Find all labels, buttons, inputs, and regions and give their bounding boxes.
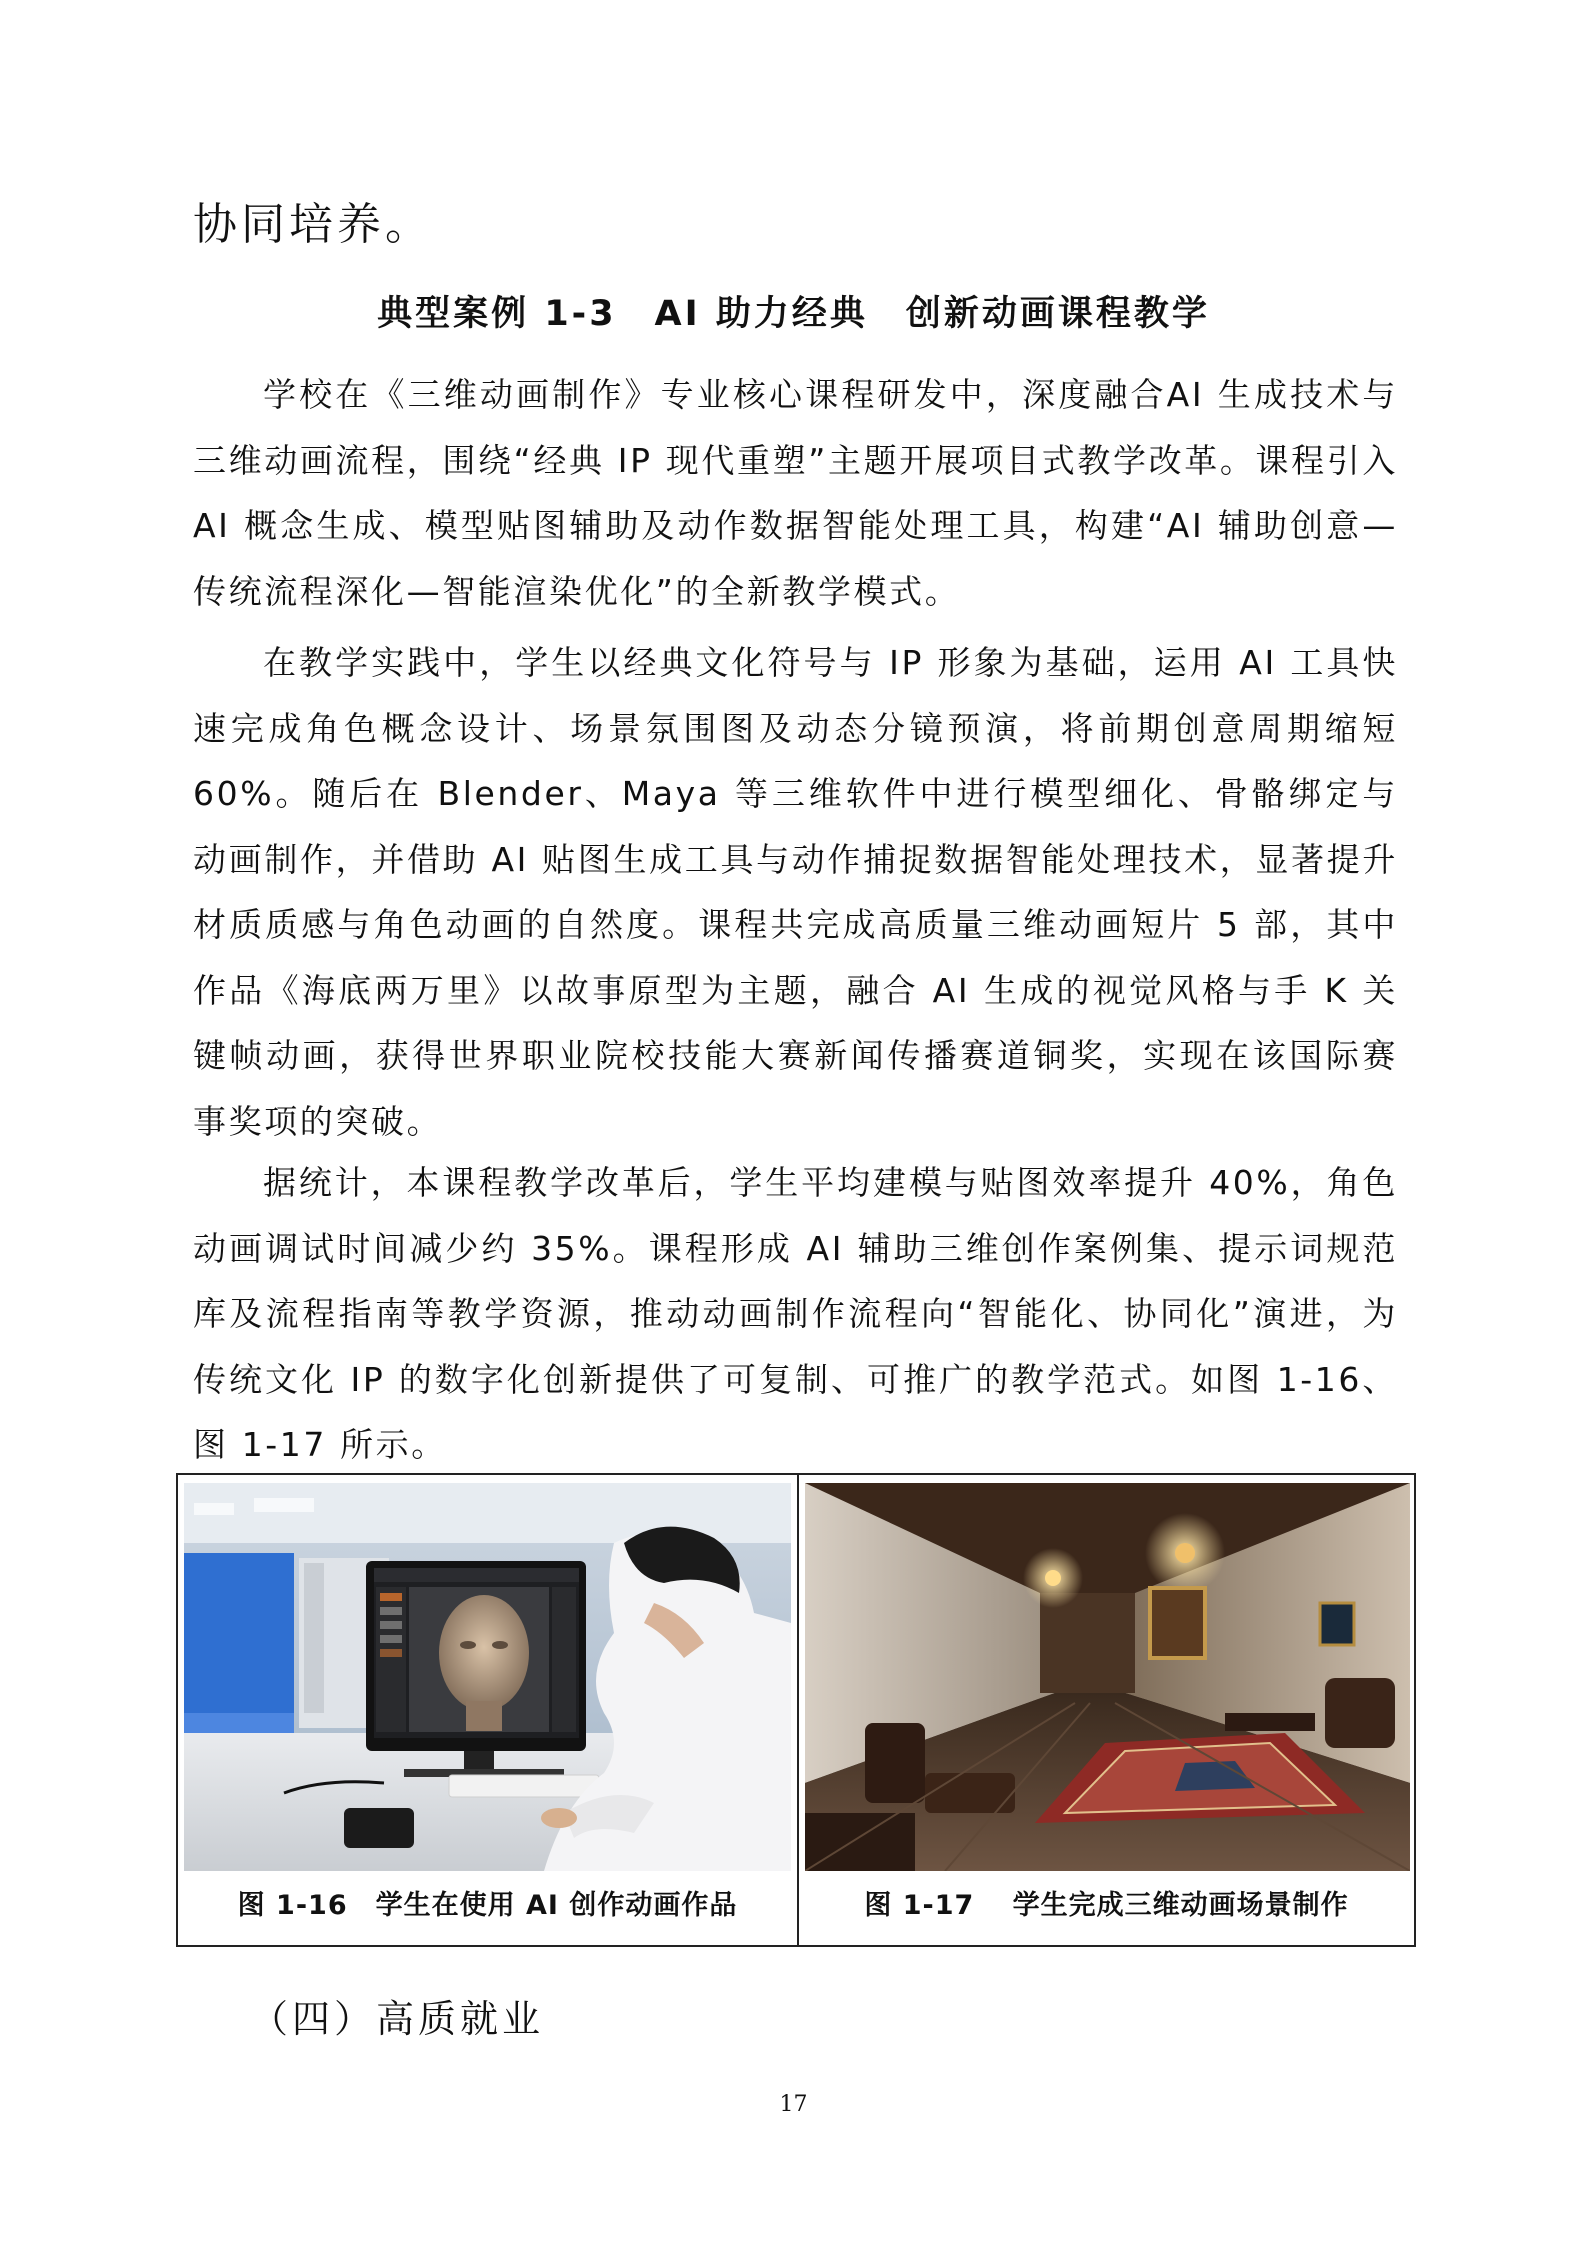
figure-caption-1-16: 图 1-16 学生在使用 AI 创作动画作品	[237, 1890, 738, 1921]
figure-caption-1-17: 图 1-17 学生完成三维动画场景制作	[864, 1890, 1349, 1921]
figure-table	[176, 1473, 1416, 1947]
case-title: 典型案例 1-3 AI 助力经典 创新动画课程教学	[377, 294, 1210, 334]
body-paragraph-3: 据统计，本课程教学改革后，学生平均建模与贴图效率提升 40%，角色动画调试时间减少约 35%。课程形成 AI 辅助三维创作案例集、提示词规范库及流程指南等教学资源，推动动画制作流程向“智能化、协同化”演进，为传统文化 IP 的数字化创新提供了可复制、可推广的教学范式。如图 1-16、图 1-17 所示。	[193, 1163, 1398, 1464]
figure-divider	[797, 1475, 799, 1945]
body-paragraph-2: 在教学实践中，学生以经典文化符号与 IP 形象为基础，运用 AI 工具快速完成角色概念设计、场景氛围图及动态分镜预演，将前期创意周期缩短 60%。随后在 Blender、Maya 等三维软件中进行模型细化、骨骼绑定与动画制作，并借助 AI 贴图生成工具与动作捕捉数据智能处理技术，显著提升材质质感与角色动画的自然度。课程共完成高质量三维动画短片 5 部，其中作品《海底两万里》以故事原型为主题，融合 AI 生成的视觉风格与手 K 关键帧动画，获得世界职业院校技能大赛新闻传播赛道铜奖，实现在该国际赛事奖项的突破。	[193, 643, 1398, 1141]
page-number: 17	[779, 2092, 808, 2117]
photo-student-using-ai	[184, 1483, 791, 1871]
section-heading: （四）高质就业	[250, 1997, 545, 2041]
render-3d-interior-scene	[805, 1483, 1410, 1871]
body-paragraph-1: 学校在《三维动画制作》专业核心课程研发中，深度融合AI 生成技术与三维动画流程，围绕“经典 IP 现代重塑”主题开展项目式教学改革。课程引入 AI 概念生成、模型贴图辅助及动作数据智能处理工具，构建“AI 辅助创意—传统流程深化—智能渲染优化”的全新教学模式。	[193, 375, 1398, 611]
paragraph-fragment: 协同培养。	[193, 199, 433, 250]
